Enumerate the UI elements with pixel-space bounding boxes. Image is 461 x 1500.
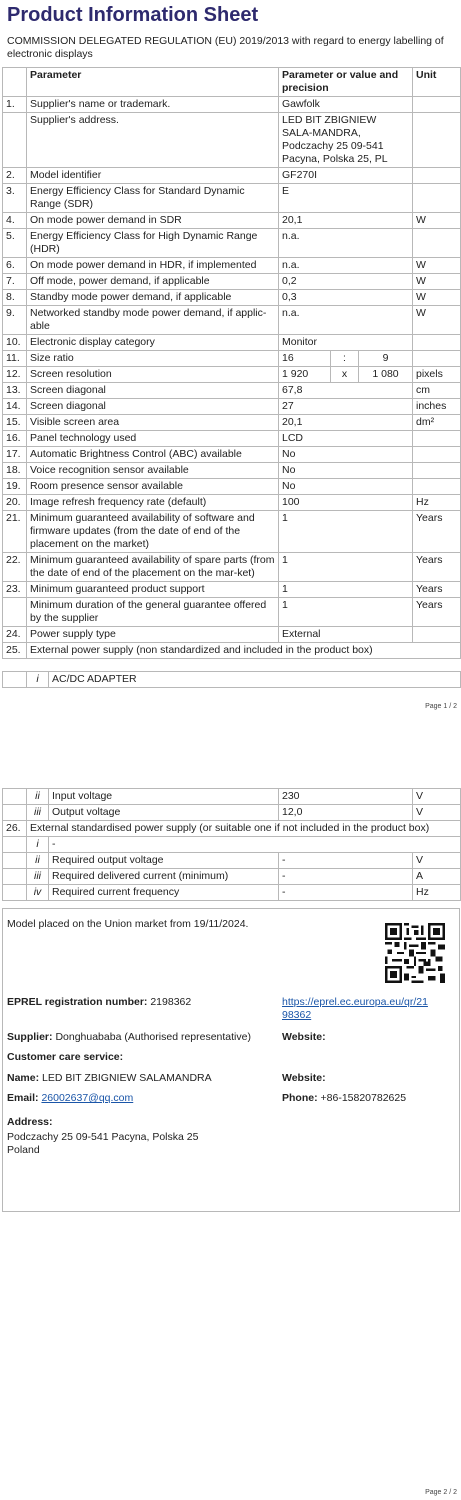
email-link[interactable]: 26002637@qq.com xyxy=(41,1092,134,1104)
product-info-table xyxy=(2,67,461,659)
table-header-row xyxy=(3,68,461,97)
eprel-url-link[interactable]: https://eprel.ec.europa.eu/qr/21 xyxy=(282,996,428,1008)
power-supply-table xyxy=(2,788,461,901)
supplier-address-value: LED BIT ZBIGNIEW SALA-MANDRA, Podczachy 25 09-541 Pacyna, Polska 25, PL xyxy=(279,113,413,168)
eprel-info-box xyxy=(2,908,460,1212)
name-value: LED BIT ZBIGNIEW SALAMANDRA xyxy=(42,1072,212,1084)
table-row: iv Required current frequency - Hz xyxy=(3,885,461,901)
phone-value: +86-15820782625 xyxy=(320,1092,407,1104)
address-country: Poland xyxy=(7,1144,40,1156)
table-row: 19. Room presence sensor available No xyxy=(3,479,461,495)
supplier-label: Supplier: xyxy=(7,1031,53,1043)
table-row: 14. Screen diagonal 27 inches xyxy=(3,399,461,415)
table-row: 3. Energy Efficiency Class for Standard Dynamic Range (SDR) E xyxy=(3,184,461,213)
page-title: Product Information Sheet xyxy=(7,4,259,26)
website-label: Website: xyxy=(282,1031,326,1043)
table-row: 23. Minimum guaranteed product support 1 Years xyxy=(3,582,461,598)
customer-care-heading: Customer care service: xyxy=(7,1051,124,1063)
table-row: 26. External standardised power supply (or suitable one if not included in the product box) xyxy=(3,821,461,837)
email-label: Email: xyxy=(7,1092,39,1104)
table-row: 13. Screen diagonal 67,8 cm xyxy=(3,383,461,399)
table-row: i - xyxy=(3,837,461,853)
sub-table-power-supply xyxy=(2,671,461,688)
eprel-reg-number: 2198362 xyxy=(150,996,192,1008)
table-row: 17. Automatic Brightness Control (ABC) available No xyxy=(3,447,461,463)
eprel-url-link-cont[interactable]: 98362 xyxy=(282,1009,312,1021)
address-line: Podczachy 25 09-541 Pacyna, Polska 25 xyxy=(7,1131,199,1143)
website-label: Website: xyxy=(282,1072,326,1084)
name-label: Name: xyxy=(7,1072,40,1084)
table-row: 2. Model identifier GF270I xyxy=(3,168,461,184)
table-row: iii Output voltage 12,0 V xyxy=(3,805,461,821)
table-row: 6. On mode power demand in HDR, if implemented n.a. W xyxy=(3,258,461,274)
phone-label: Phone: xyxy=(282,1092,318,1104)
table-row: 22. Minimum guaranteed availability of spare parts (from the date of end of the placement on the mar-ket) 1 Years xyxy=(3,553,461,582)
market-placement-text: Model placed on the Union market from 19/11/2024. xyxy=(7,918,249,930)
table-row: 16. Panel technology used LCD xyxy=(3,431,461,447)
page-number: Page 2 / 2 xyxy=(425,1489,457,1496)
page-1 xyxy=(0,0,461,722)
table-row: 10. Electronic display category Monitor xyxy=(3,335,461,351)
table-row: 5. Energy Efficiency Class for High Dynamic Range (HDR) n.a. xyxy=(3,229,461,258)
table-row: i AC/DC ADAPTER xyxy=(3,672,461,688)
model-identifier-value: GF270I xyxy=(279,168,413,184)
page-number: Page 1 / 2 xyxy=(425,703,457,710)
table-row: 25. External power supply (non standardized and included in the product box) xyxy=(3,643,461,659)
table-row: 15. Visible screen area 20,1 dm² xyxy=(3,415,461,431)
eprel-reg-label: EPREL registration number: xyxy=(7,996,148,1008)
table-row: 9. Networked standby mode power demand, if applic-able n.a. W xyxy=(3,306,461,335)
table-row: Minimum duration of the general guarantee offered by the supplier 1 Years xyxy=(3,598,461,627)
table-row: 7. Off mode, power demand, if applicable 0,2 W xyxy=(3,274,461,290)
qr-code-icon[interactable] xyxy=(385,923,445,983)
table-row: ii Required output voltage - V xyxy=(3,853,461,869)
regulation-subtitle: COMMISSION DELEGATED REGULATION (EU) 2019/2013 with regard to energy labelling of electronic displays xyxy=(7,35,444,60)
header-parameter: Parameter xyxy=(27,68,279,97)
table-row: 11. Size ratio 16 : 9 xyxy=(3,351,461,367)
table-row: 18. Voice recognition sensor available No xyxy=(3,463,461,479)
supplier-value: Donghuababa (Authorised representative) xyxy=(55,1031,251,1043)
address-label: Address: xyxy=(7,1116,53,1128)
table-row: Supplier's address. LED BIT ZBIGNIEW SALA-MANDRA, Podczachy 25 09-541 Pacyna, Polska 25, PL xyxy=(3,113,461,168)
table-row: iii Required delivered current (minimum) - A xyxy=(3,869,461,885)
table-row: 8. Standby mode power demand, if applicable 0,3 W xyxy=(3,290,461,306)
header-value: Parameter or value and precision xyxy=(279,68,413,97)
table-row: 4. On mode power demand in SDR 20,1 W xyxy=(3,213,461,229)
table-row: 1. Supplier's name or trademark. Gawfolk xyxy=(3,97,461,113)
table-row: 21. Minimum guaranteed availability of software and firmware updates (from the date of end of the placement on the market) 1 Years xyxy=(3,511,461,553)
header-unit: Unit xyxy=(413,68,461,97)
table-row: 12. Screen resolution 1 920 x 1 080 pixels xyxy=(3,367,461,383)
table-row: ii Input voltage 230 V xyxy=(3,789,461,805)
table-row: 24. Power supply type External xyxy=(3,627,461,643)
table-row: 20. Image refresh frequency rate (default) 100 Hz xyxy=(3,495,461,511)
page-2 xyxy=(0,748,461,1500)
